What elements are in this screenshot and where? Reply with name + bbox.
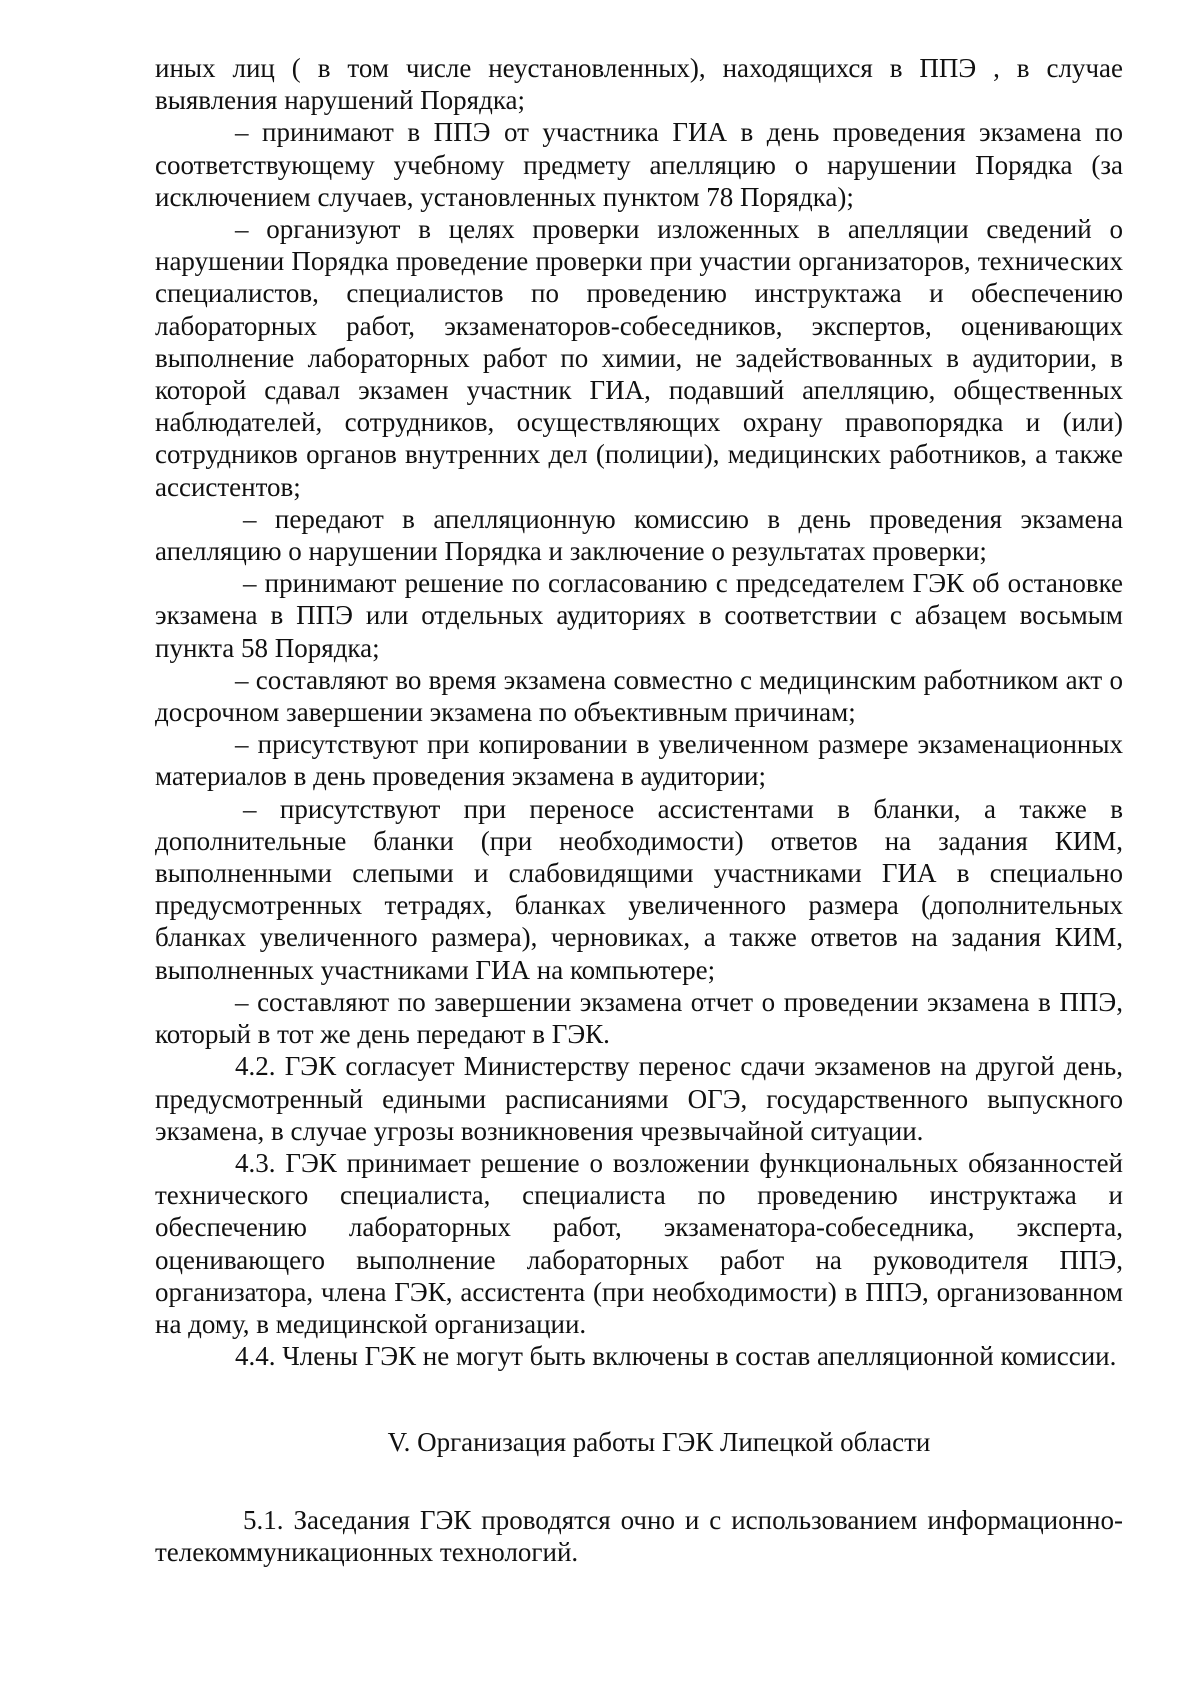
paragraph: 4.4. Члены ГЭК не могут быть включены в состав апелляционной комиссии. xyxy=(235,1341,1117,1372)
paragraph: – организуют в целях проверки изложенных в апелляции сведений о нарушении Порядка проведение проверки при участии организаторов, технических специалистов, специалистов по проведению инструктажа и обеспечению лабораторных работ, экзаменаторов-собеседников, экспертов, оценивающих выполнение лабораторных работ по химии, не задействованных в аудитории, в которой сдавал экзамен участник ГИА, подавший апелляцию, общественных наблюдателей, сотрудников, осуществляющих охрану правопорядка и (или) сотрудников органов внутренних дел (полиции), медицинских работников, а также ассистентов; xyxy=(155,214,1123,502)
paragraph: 5.1. Заседания ГЭК проводятся очно и с использованием информационно-телекоммуникационных технологий. xyxy=(155,1504,1123,1567)
paragraph: – принимают в ППЭ от участника ГИА в день проведения экзамена по соответствующему учебному предмету апелляцию о нарушении Порядка (за исключением случаев, установленных пунктом 78 Порядка); xyxy=(155,117,1123,212)
document-page xyxy=(155,52,1123,1568)
paragraph: – принимают решение по согласованию с председателем ГЭК об остановке экзамена в ППЭ или отдельных аудиториях в соответствии с абзацем восьмым пункта 58 Порядка; xyxy=(155,568,1123,663)
paragraph: иных лиц ( в том числе неустановленных), находящихся в ППЭ , в случае выявления нарушений Порядка; xyxy=(155,53,1123,116)
paragraph: – составляют во время экзамена совместно с медицинским работником акт о досрочном завершении экзамена по объективным причинам; xyxy=(155,664,1123,728)
paragraph: 4.3. ГЭК принимает решение о возложении функциональных обязанностей технического специалиста, специалиста по проведению инструктажа и обеспечению лабораторных работ, экзаменатора-собеседника, эксперта, оценивающего выполнение лабораторных работ на руководителя ППЭ, организатора, члена ГЭК, ассистента (при необходимости) в ППЭ, организованном на дому, в медицинской организации. xyxy=(155,1147,1123,1339)
section-heading: V. Организация работы ГЭК Липецкой области xyxy=(387,1427,931,1458)
paragraph: 4.2. ГЭК согласует Министерству перенос сдачи экзаменов на другой день, предусмотренный едиными расписаниями ОГЭ, государственного выпускного экзамена, в случае угрозы возникновения чрезвычайной ситуации. xyxy=(155,1051,1123,1146)
paragraph: – присутствуют при переносе ассистентами в бланки, а также в дополнительные бланки (при необходимости) ответов на задания КИМ, выполненными слепыми и слабовидящими участниками ГИА в специально предусмотренных тетрадях, бланках увеличенного размера (дополнительных бланках увеличенного размера), черновиках, а также ответов на задания КИМ, выполненных участниками ГИА на компьютере; xyxy=(155,793,1123,985)
paragraph: – присутствуют при копировании в увеличенном размере экзаменационных материалов в день проведения экзамена в аудитории; xyxy=(155,729,1123,792)
paragraph: – передают в апелляционную комиссию в день проведения экзамена апелляцию о нарушении Порядка и заключение о результатах проверки; xyxy=(155,503,1123,567)
paragraph: – составляют по завершении экзамена отчет о проведении экзамена в ППЭ, который в тот же день передают в ГЭК. xyxy=(155,986,1123,1050)
